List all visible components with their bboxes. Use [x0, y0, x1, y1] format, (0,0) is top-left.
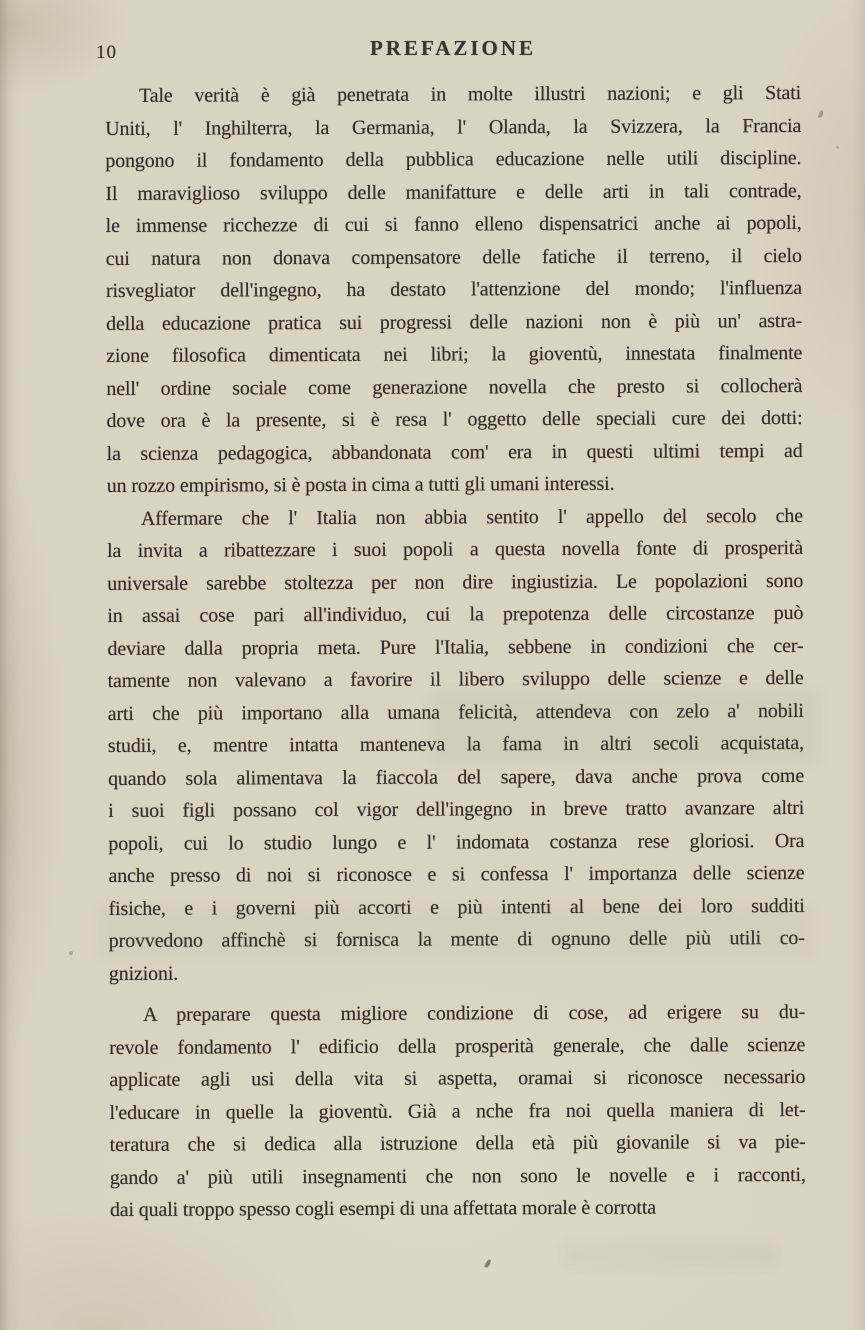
- text-line: revole fondamento l' edificio della prosperità generale, che dalle scienze: [109, 1033, 806, 1059]
- text-line: in assai cose pari all'individuo, cui la prepotenza delle circostanze può: [107, 601, 804, 627]
- text-body: [105, 77, 806, 1227]
- verso-bleed-through: [560, 1240, 780, 1270]
- ink-speck: [69, 951, 73, 955]
- page-header: [0, 36, 865, 66]
- text-line: fisiche, e i governi più accorti e più intenti al bene dei loro sudditi: [108, 894, 805, 920]
- text-line: Affermare che l' Italia non abbia sentito l' appello del secolo che: [140, 504, 803, 530]
- text-line: provvedono affinchè si fornisca la mente di ognuno delle più utili co-: [108, 926, 805, 952]
- ink-speck: [484, 1259, 492, 1269]
- text-line: gando a' più utili insegnamenti che non sono le novelle e i racconti,: [109, 1163, 806, 1189]
- ink-speck: [836, 146, 839, 149]
- text-line: studii, e, mentre intatta manteneva la fama in altri secoli acquistata,: [107, 731, 804, 757]
- text-line: A preparare questa migliore condizione di cose, ad erigere su du-: [143, 1000, 806, 1026]
- text-line: Il maraviglioso sviluppo delle manifatture e delle arti in tali contrade,: [105, 179, 802, 205]
- text-line: arti che più importano alla umana felicità, attendeva con zelo a' nobili: [107, 699, 804, 725]
- text-line: teratura che si dedica alla istruzione della età più giovanile si va pie-: [109, 1130, 806, 1156]
- text-line: un rozzo empirismo, si è posta in cima a tutti gli umani interessi.: [106, 472, 615, 497]
- text-line: Tale verità è già penetrata in molte illustri nazioni; e gli Stati: [139, 81, 802, 107]
- text-line: la scienza pedagogica, abbandonata com' era in questi ultimi tempi ad: [106, 439, 803, 465]
- text-line: dai quali troppo spesso cogli esempi di una affettata morale è corrotta: [109, 1196, 657, 1221]
- text-line: quando sola alimentava la fiaccola del sapere, dava anche prova come: [107, 764, 805, 790]
- text-line: risvegliator dell'ingegno, ha destato l'attenzione del mondo; l'influenza: [105, 276, 802, 302]
- text-line: i suoi figli possano col vigor dell'ingegno in breve tratto avanzare altri: [108, 796, 805, 822]
- page-title: PREFAZIONE: [369, 36, 537, 60]
- text-line: universale sarebbe stoltezza per non dire ingiustizia. Le popolazioni sono: [107, 569, 804, 595]
- text-line: cui natura non donava compensatore delle fatiche il terreno, il cielo: [105, 244, 802, 270]
- paragraph: [107, 499, 805, 990]
- text-line: pongono il fondamento della pubblica educazione nelle utili discipline.: [105, 146, 802, 172]
- text-line: della educazione pratica sui progressi delle nazioni non è più un' astra-: [106, 309, 803, 335]
- text-line: nell' ordine sociale come generazione novella che presto si collocherà: [106, 374, 803, 400]
- text-line: l'educare in quelle la gioventù. Già a nche fra noi quella maniera di let-: [109, 1098, 806, 1124]
- text-line: le immense ricchezze di cui si fanno elleno dispensatrici anche ai popoli,: [105, 211, 802, 237]
- paragraph: [105, 77, 803, 503]
- text-line: dove ora è la presente, si è resa l' oggetto delle speciali cure dei dotti:: [106, 406, 803, 432]
- text-line: applicate agli usi della vita si aspetta, oramai si riconosce necessario: [109, 1065, 806, 1091]
- text-line: Uniti, l' Inghilterra, la Germania, l' Olanda, la Svizzera, la Francia: [105, 114, 802, 140]
- text-line: deviare dalla propria meta. Pure l'Italia, sebbene in condizioni che cer-: [107, 634, 804, 660]
- text-line: gnizioni.: [108, 962, 179, 985]
- text-line: zione filosofica dimenticata nei libri; la gioventù, innestata finalmente: [106, 341, 803, 367]
- text-line: tamente non valevano a favorire il libero sviluppo delle scienze e delle: [107, 666, 804, 692]
- paragraph: [109, 996, 806, 1227]
- ink-speck: [818, 110, 824, 119]
- text-line: popoli, cui lo studio lungo e l' indomata costanza rese gloriosi. Ora: [108, 829, 805, 855]
- text-line: la invita a ribattezzare i suoi popoli a questa novella fonte di prosperità: [107, 536, 804, 562]
- page-number: 10: [96, 42, 117, 63]
- text-line: anche presso di noi si riconosce e si confessa l' importanza delle scienze: [108, 861, 805, 887]
